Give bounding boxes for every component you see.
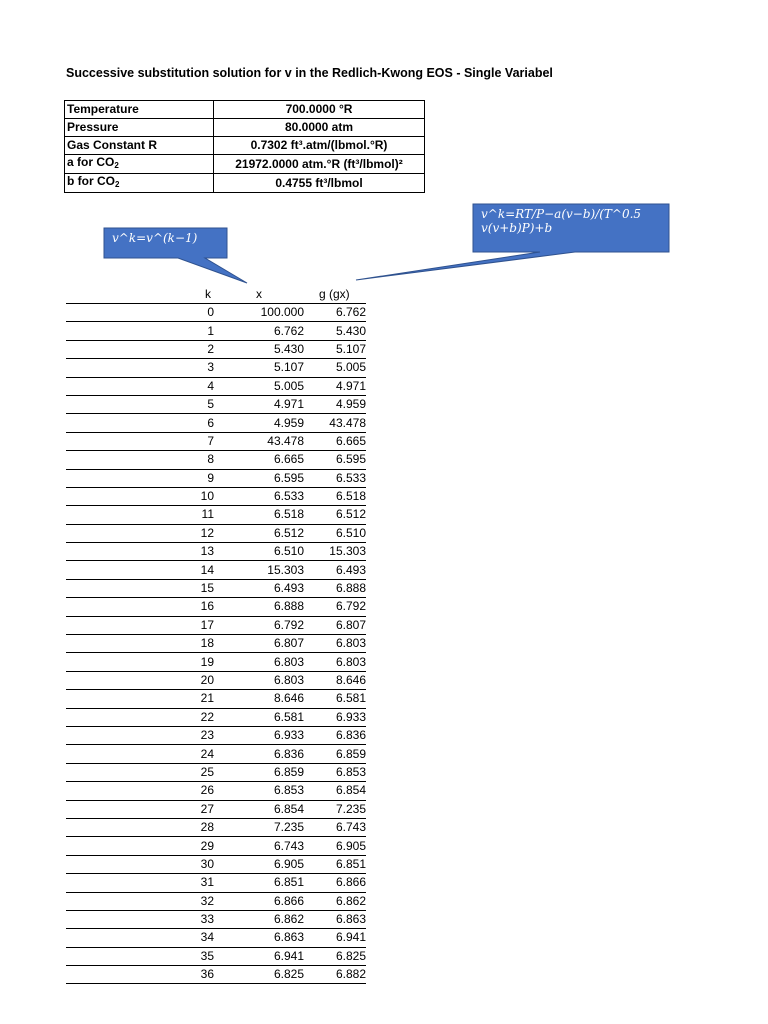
param-value: 0.4755 ft³/lbmol — [214, 174, 425, 193]
cell-x: 4.971 — [214, 395, 304, 413]
cell-k: 35 — [66, 947, 214, 965]
cell-g: 5.005 — [304, 359, 366, 377]
table-row — [66, 469, 366, 487]
callout-right-formula-line1: v^k=RT/P−a(v−b)/(T^0.5 — [481, 207, 642, 221]
cell-k: 31 — [66, 874, 214, 892]
cell-x: 6.863 — [214, 929, 304, 947]
cell-g: 5.430 — [304, 322, 366, 340]
cell-g: 6.851 — [304, 855, 366, 873]
cell-g: 6.862 — [304, 892, 366, 910]
param-value: 700.0000 °R — [214, 101, 425, 119]
cell-x: 15.303 — [214, 561, 304, 579]
table-row — [66, 506, 366, 524]
cell-x: 6.905 — [214, 855, 304, 873]
table-row — [66, 451, 366, 469]
table-row — [66, 800, 366, 818]
param-label-text: b for CO — [67, 174, 115, 188]
cell-x: 5.430 — [214, 340, 304, 358]
cell-k: 2 — [66, 340, 214, 358]
table-row — [66, 966, 366, 984]
cell-g: 6.665 — [304, 432, 366, 450]
cell-k: 36 — [66, 966, 214, 984]
param-value: 21972.0000 atm.°R (ft³/lbmol)² — [214, 155, 425, 174]
cell-k: 22 — [66, 708, 214, 726]
table-row — [66, 855, 366, 873]
table-row — [66, 837, 366, 855]
cell-g: 15.303 — [304, 543, 366, 561]
cell-k: 26 — [66, 782, 214, 800]
cell-x: 7.235 — [214, 818, 304, 836]
cell-x: 6.851 — [214, 874, 304, 892]
table-row — [66, 561, 366, 579]
callout-right-formula-line2: v(v+b)P)+b — [481, 221, 553, 235]
cell-k: 9 — [66, 469, 214, 487]
cell-g: 6.863 — [304, 910, 366, 928]
cell-g: 6.803 — [304, 653, 366, 671]
cell-g: 6.825 — [304, 947, 366, 965]
cell-g: 8.646 — [304, 671, 366, 689]
cell-g: 6.493 — [304, 561, 366, 579]
table-row — [66, 524, 366, 542]
cell-k: 32 — [66, 892, 214, 910]
iteration-table — [66, 303, 366, 984]
table-row — [66, 929, 366, 947]
cell-k: 16 — [66, 598, 214, 616]
cell-k: 34 — [66, 929, 214, 947]
table-row — [66, 892, 366, 910]
cell-g: 7.235 — [304, 800, 366, 818]
table-row — [66, 340, 366, 358]
table-row — [66, 818, 366, 836]
table-row — [66, 432, 366, 450]
param-label-subscript: 2 — [115, 180, 120, 189]
cell-g: 6.743 — [304, 818, 366, 836]
cell-k: 10 — [66, 487, 214, 505]
table-row — [66, 414, 366, 432]
cell-k: 11 — [66, 506, 214, 524]
table-row — [66, 708, 366, 726]
table-row — [66, 635, 366, 653]
cell-x: 6.792 — [214, 616, 304, 634]
cell-x: 6.518 — [214, 506, 304, 524]
cell-k: 18 — [66, 635, 214, 653]
callout-left-formula: v^k=v^(k−1) — [112, 231, 198, 245]
table-row — [66, 671, 366, 689]
cell-g: 6.888 — [304, 579, 366, 597]
table-row — [66, 616, 366, 634]
cell-x: 5.005 — [214, 377, 304, 395]
cell-k: 30 — [66, 855, 214, 873]
cell-g: 6.905 — [304, 837, 366, 855]
cell-x: 6.941 — [214, 947, 304, 965]
cell-k: 7 — [66, 432, 214, 450]
cell-x: 6.581 — [214, 708, 304, 726]
cell-g: 6.882 — [304, 966, 366, 984]
cell-k: 8 — [66, 451, 214, 469]
cell-g: 6.933 — [304, 708, 366, 726]
cell-g: 6.803 — [304, 635, 366, 653]
column-header-g: g (gx) — [319, 287, 350, 301]
cell-k: 25 — [66, 763, 214, 781]
param-value: 0.7302 ft³.atm/(lbmol.°R) — [214, 137, 425, 155]
table-row — [66, 598, 366, 616]
cell-k: 20 — [66, 671, 214, 689]
cell-k: 27 — [66, 800, 214, 818]
param-label-text: a for CO — [67, 155, 115, 169]
cell-x: 6.803 — [214, 653, 304, 671]
table-row — [66, 304, 366, 322]
cell-k: 4 — [66, 377, 214, 395]
cell-x: 6.595 — [214, 469, 304, 487]
cell-x: 6.854 — [214, 800, 304, 818]
cell-g: 4.959 — [304, 395, 366, 413]
cell-k: 0 — [66, 304, 214, 322]
column-header-x: x — [256, 287, 262, 301]
cell-x: 100.000 — [214, 304, 304, 322]
cell-k: 6 — [66, 414, 214, 432]
table-row — [66, 543, 366, 561]
cell-g: 6.595 — [304, 451, 366, 469]
table-row — [66, 726, 366, 744]
cell-x: 6.859 — [214, 763, 304, 781]
cell-x: 6.533 — [214, 487, 304, 505]
cell-k: 21 — [66, 690, 214, 708]
cell-x: 6.862 — [214, 910, 304, 928]
cell-k: 19 — [66, 653, 214, 671]
cell-x: 6.665 — [214, 451, 304, 469]
cell-g: 6.854 — [304, 782, 366, 800]
cell-x: 6.510 — [214, 543, 304, 561]
table-row — [66, 690, 366, 708]
table-row — [66, 359, 366, 377]
cell-g: 6.510 — [304, 524, 366, 542]
param-value: 80.0000 atm — [214, 119, 425, 137]
cell-k: 12 — [66, 524, 214, 542]
cell-x: 6.762 — [214, 322, 304, 340]
cell-x: 6.512 — [214, 524, 304, 542]
cell-g: 6.518 — [304, 487, 366, 505]
cell-g: 6.853 — [304, 763, 366, 781]
cell-k: 13 — [66, 543, 214, 561]
cell-k: 29 — [66, 837, 214, 855]
table-row — [66, 322, 366, 340]
table-row — [66, 377, 366, 395]
table-row — [66, 653, 366, 671]
cell-g: 6.941 — [304, 929, 366, 947]
cell-x: 8.646 — [214, 690, 304, 708]
table-row — [66, 395, 366, 413]
cell-k: 33 — [66, 910, 214, 928]
cell-g: 6.866 — [304, 874, 366, 892]
callout-shapes — [0, 0, 768, 300]
column-header-k: k — [205, 287, 211, 301]
table-row — [66, 782, 366, 800]
param-label: Pressure — [65, 119, 214, 137]
cell-x: 6.807 — [214, 635, 304, 653]
cell-g: 5.107 — [304, 340, 366, 358]
cell-x: 6.803 — [214, 671, 304, 689]
cell-g: 6.836 — [304, 726, 366, 744]
cell-k: 1 — [66, 322, 214, 340]
cell-x: 6.853 — [214, 782, 304, 800]
cell-x: 43.478 — [214, 432, 304, 450]
cell-k: 5 — [66, 395, 214, 413]
cell-g: 6.792 — [304, 598, 366, 616]
table-row — [66, 745, 366, 763]
cell-k: 3 — [66, 359, 214, 377]
cell-g: 6.762 — [304, 304, 366, 322]
cell-x: 6.866 — [214, 892, 304, 910]
cell-g: 4.971 — [304, 377, 366, 395]
table-row — [66, 763, 366, 781]
cell-x: 6.933 — [214, 726, 304, 744]
cell-x: 6.888 — [214, 598, 304, 616]
cell-k: 28 — [66, 818, 214, 836]
cell-g: 6.807 — [304, 616, 366, 634]
table-row — [66, 579, 366, 597]
table-row — [66, 874, 366, 892]
table-row — [66, 947, 366, 965]
cell-x: 6.743 — [214, 837, 304, 855]
table-row — [66, 910, 366, 928]
cell-g: 43.478 — [304, 414, 366, 432]
cell-k: 17 — [66, 616, 214, 634]
cell-g: 6.533 — [304, 469, 366, 487]
table-row — [66, 487, 366, 505]
cell-g: 6.512 — [304, 506, 366, 524]
page-title: Successive substitution solution for v in the Redlich-Kwong EOS - Single Variabel — [66, 66, 553, 80]
cell-x: 5.107 — [214, 359, 304, 377]
cell-g: 6.581 — [304, 690, 366, 708]
param-label: Gas Constant R — [65, 137, 214, 155]
cell-x: 6.836 — [214, 745, 304, 763]
cell-k: 24 — [66, 745, 214, 763]
cell-x: 4.959 — [214, 414, 304, 432]
cell-g: 6.859 — [304, 745, 366, 763]
cell-k: 23 — [66, 726, 214, 744]
cell-x: 6.493 — [214, 579, 304, 597]
cell-k: 15 — [66, 579, 214, 597]
param-label: Temperature — [65, 101, 214, 119]
param-label-subscript: 2 — [114, 161, 119, 170]
cell-x: 6.825 — [214, 966, 304, 984]
cell-k: 14 — [66, 561, 214, 579]
